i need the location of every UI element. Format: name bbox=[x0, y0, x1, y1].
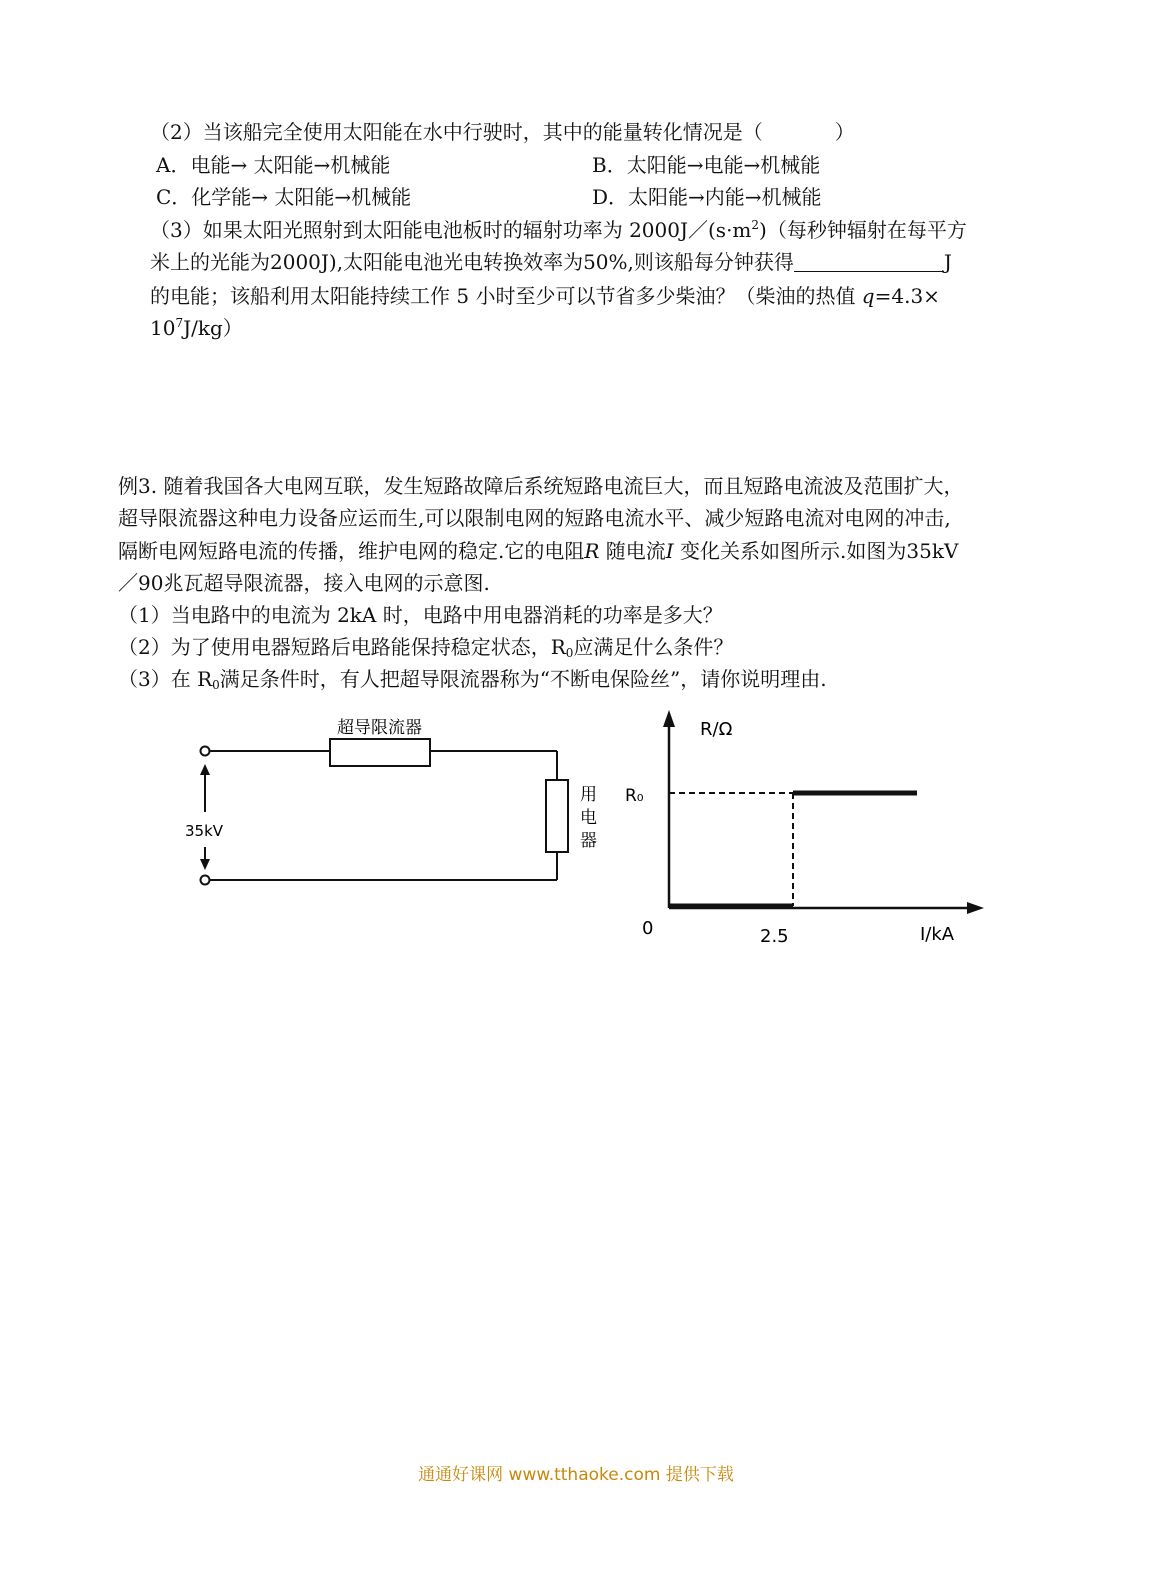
ex3-para-4: ／90兆瓦超导限流器，接入电网的示意图. bbox=[118, 571, 490, 595]
q2-stem: （2）当该船完全使用太阳能在水中行驶时，其中的能量转化情况是（ ） bbox=[150, 120, 855, 144]
y-axis-arrow-icon bbox=[663, 710, 675, 727]
origin-label: 0 bbox=[642, 918, 654, 939]
q3-line-4: $10^7J/kg$） bbox=[150, 316, 243, 340]
ex3-sub-1: （1）当电路中的电流为 2kA 时，电路中用电器消耗的功率是多大？ bbox=[118, 603, 723, 627]
ex3-sub-2: （2）为了使用电器短路后电路能保持稳定状态，$R_0$应满足什么条件？ bbox=[118, 635, 734, 660]
q3-line-3: 的电能；该船利用太阳能持续工作 5 小时至少可以节省多少柴油？（柴油的热值 q=4.3× bbox=[150, 284, 940, 308]
q2-option-a: A．电能→ 太阳能→机械能 bbox=[156, 153, 391, 177]
y-axis-label: R/Ω bbox=[700, 719, 733, 740]
y-tick-label: R₀ bbox=[625, 786, 644, 806]
q3-line-2: 米上的光能为2000J),太阳能电池光电转换效率为50%,则该船每分钟获得 J bbox=[150, 250, 952, 274]
x-axis-arrow-icon bbox=[967, 902, 984, 914]
footer-watermark: 通通好课网 www.tthaoke.com 提供下载 bbox=[418, 1465, 734, 1485]
load-label-2: 电 bbox=[580, 808, 597, 828]
x-tick-label: 2.5 bbox=[760, 926, 789, 947]
q3-line-1: （3）如果太阳光照射到太阳能电池板时的辐射功率为 $2000J/(s\cdot m^2)$（每秒钟辐射在每平方 bbox=[150, 218, 967, 242]
x-axis-label: I/kA bbox=[920, 924, 955, 945]
ex3-para-1: 例3. 随着我国各大电网互联，发生短路故障后系统短路电流巨大，而且短路电流波及范围扩大， bbox=[118, 474, 964, 498]
ex3-para-2: 超导限流器这种电力设备应运而生,可以限制电网的短路电流水平、减少短路电流对电网的冲击, bbox=[118, 506, 951, 530]
voltage-label: 35kV bbox=[185, 822, 224, 840]
q2-option-d: D．太阳能→内能→机械能 bbox=[592, 185, 822, 209]
ex3-sub-3: （3）在 $R_0$满足条件时，有人把超导限流器称为“不断电保险丝”，请你说明理由. bbox=[118, 667, 827, 692]
ex3-para-3: 隔断电网短路电流的传播，维护电网的稳定.它的电阻R 随电流I 变化关系如图所示.如图为35kV bbox=[118, 539, 959, 563]
limiter-label: 超导限流器 bbox=[337, 718, 422, 738]
load-label-1: 用 bbox=[580, 785, 597, 805]
q2-option-b: B．太阳能→电能→机械能 bbox=[592, 153, 821, 177]
load-label-3: 器 bbox=[580, 831, 597, 851]
q2-option-c: C．化学能→ 太阳能→机械能 bbox=[156, 185, 412, 209]
